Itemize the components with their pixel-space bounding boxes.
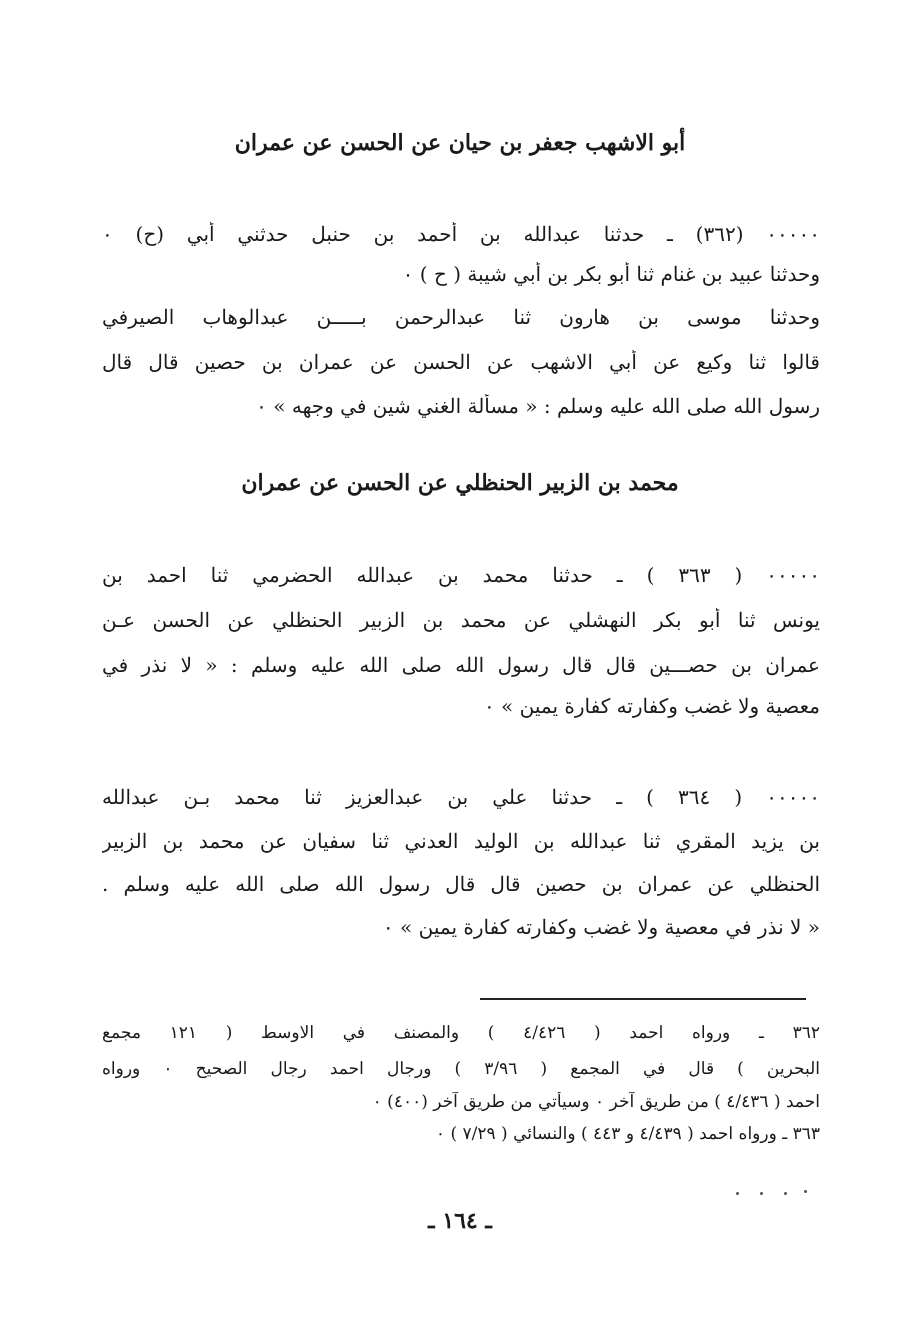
section-heading-muhammad-ibn-al-zubayr: محمد بن الزبير الحنظلي عن الحسن عن عمران xyxy=(241,470,679,496)
scan-speck xyxy=(760,1192,763,1195)
hadith-364-line-2: بن يزيد المقري ثنا عبدالله بن الوليد العدني ثنا سفيان عن محمد بن الزبير xyxy=(102,829,820,853)
hadith-364-line-3: الحنظلي عن عمران بن حصين قال قال رسول الله صلى الله عليه وسلم . xyxy=(102,872,820,896)
scan-speck xyxy=(804,1190,807,1193)
hadith-362-line-1: ٠٠٠٠٠ (٣٦٢) ـ حدثنا عبدالله بن أحمد بن حنبل حدثني أبي (ح) ٠ xyxy=(102,222,820,246)
page-number: ـ ١٦٤ ـ xyxy=(428,1208,492,1234)
hadith-363-line-1: ٠٠٠٠٠ ( ٣٦٣ ) ـ حدثنا محمد بن عبدالله الحضرمي ثنا احمد بن xyxy=(102,563,820,587)
footnote-363: ٣٦٣ ـ ورواه احمد ( ٤/٤٣٩ و ٤٤٣ ) والنسائي ( ٧/٢٩ ) ٠ xyxy=(435,1124,820,1144)
footnote-362-line-1: ٣٦٢ ـ ورواه احمد ( ٤/٤٢٦ ) والمصنف في الاوسط ( ١٢١ مجمع xyxy=(102,1023,820,1043)
hadith-363-line-3: عمران بن حصـــين قال قال رسول الله صلى الله عليه وسلم : « لا نذر في xyxy=(102,653,820,677)
hadith-364-line-1: ٠٠٠٠٠ ( ٣٦٤ ) ـ حدثنا علي بن عبدالعزيز ثنا محمد بـن عبدالله xyxy=(102,785,820,809)
footnote-362-line-2: البحرين ) قال في المجمع ( ٣/٩٦ ) ورجال احمد رجال الصحيح ٠ ورواه xyxy=(102,1059,820,1079)
hadith-362-line-4: قالوا ثنا وكيع عن أبي الاشهب عن الحسن عن عمران بن حصين قال قال xyxy=(102,350,820,374)
hadith-364-line-4: « لا نذر في معصية ولا غضب وكفارته كفارة يمين » ٠ xyxy=(382,915,820,939)
scan-speck xyxy=(784,1192,787,1195)
section-heading-abu-al-ashhab: أبو الاشهب جعفر بن حيان عن الحسن عن عمران xyxy=(234,130,686,156)
hadith-362-line-5: رسول الله صلى الله عليه وسلم : « مسألة الغني شين في وجهه » ٠ xyxy=(256,394,820,418)
hadith-362-line-2: وحدثنا عبيد بن غنام ثنا أبو بكر بن أبي شيبة ( ح ) ٠ xyxy=(402,262,820,286)
footnote-362-line-3: احمد ( ٤/٤٣٦ ) من طريق آخر ٠ وسيأتي من طريق آخر (٤٠٠) ٠ xyxy=(372,1092,820,1112)
footnote-separator xyxy=(480,998,806,1000)
hadith-363-line-2: يونس ثنا أبو بكر النهشلي عن محمد بن الزبير الحنظلي عن الحسن عـن xyxy=(102,608,820,632)
hadith-363-line-4: معصية ولا غضب وكفارته كفارة يمين » ٠ xyxy=(483,694,820,718)
scan-speck xyxy=(736,1192,739,1195)
hadith-362-line-3: وحدثنا موسى بن هارون ثنا عبدالرحمن بـــــن عبدالوهاب الصيرفي xyxy=(102,305,820,329)
